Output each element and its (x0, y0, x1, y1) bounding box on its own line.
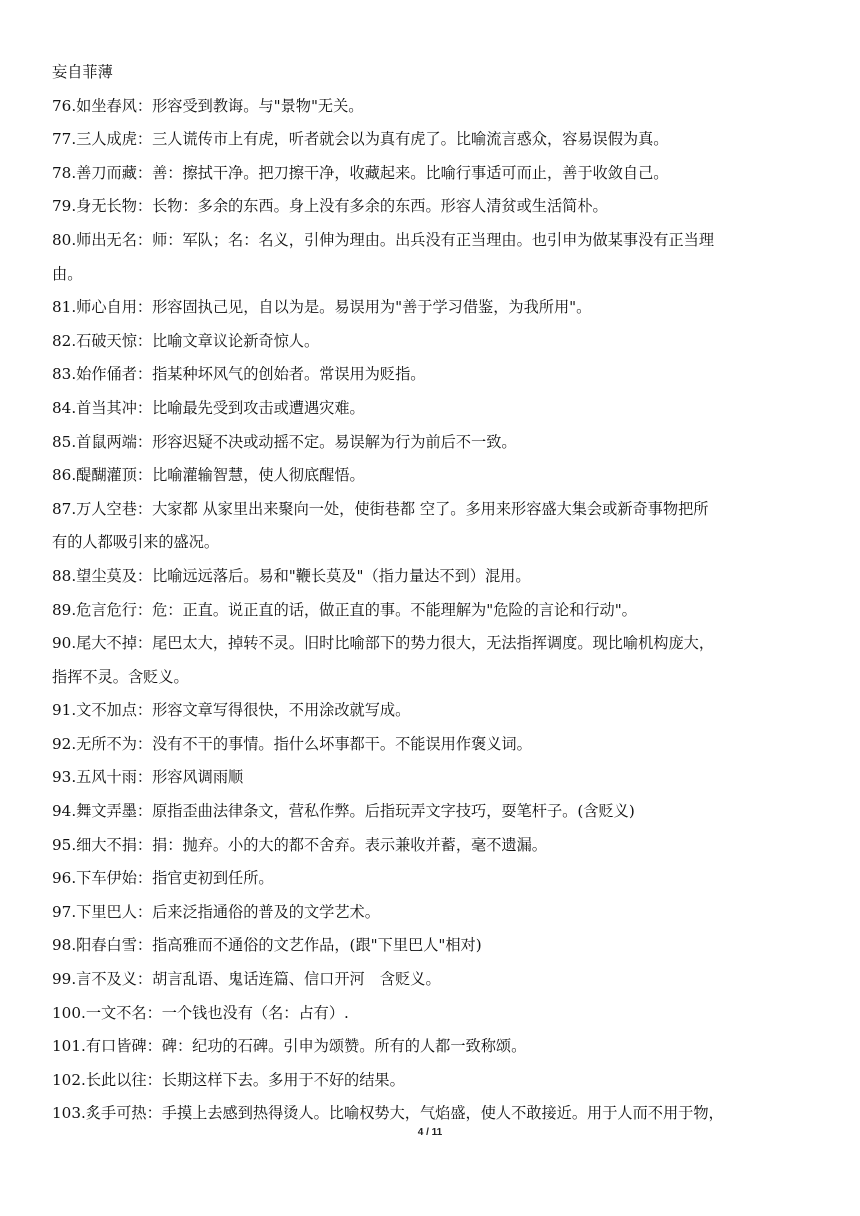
text-line: 88.望尘莫及：比喻远远落后。易和"鞭长莫及"（指力量达不到）混用。 (52, 566, 531, 585)
text-line: 有的人都吸引来的盛况。 (52, 533, 220, 552)
text-line: 78.善刀而藏：善：擦拭干净。把刀擦干净，收藏起来。比喻行事适可而止，善于收敛自己。 (52, 163, 669, 182)
text-line: 82.石破天惊：比喻文章议论新奇惊人。 (52, 331, 320, 350)
text-line: 89.危言危行：危：正直。说正直的话，做正直的事。不能理解为"危险的言论和行动"。 (52, 600, 637, 619)
text-line: 101.有口皆碑：碑：纪功的石碑。引申为颂赞。所有的人都一致称颂。 (52, 1037, 527, 1056)
text-line: 91.文不加点：形容文章写得很快，不用涂改就写成。 (52, 701, 411, 720)
text-line: 99.言不及义：胡言乱语、鬼话连篇、信口开河 含贬义。 (52, 970, 441, 989)
text-line: 97.下里巴人：后来泛指通俗的普及的文学艺术。 (52, 902, 380, 921)
text-line: 80.师出无名：师：军队；名：名义，引伸为理由。出兵没有正当理由。也引申为做某事没有正当理 (52, 230, 715, 249)
text-line: 98.阳春白雪：指高雅而不通俗的文艺作品，(跟"下里巴人"相对) (52, 936, 482, 955)
text-line: 妄自菲薄 (52, 63, 113, 81)
document-body (52, 56, 810, 1131)
text-line: 93.五风十雨：形容风调雨顺 (52, 768, 244, 787)
text-line: 83.始作俑者：指某种坏风气的创始者。常误用为贬指。 (52, 365, 426, 384)
text-line: 86.醍醐灌顶：比喻灌输智慧，使人彻底醒悟。 (52, 466, 365, 485)
text-line: 90.尾大不掉：尾巴太大，掉转不灵。旧时比喻部下的势力很大，无法指挥调度。现比喻机构庞大， (52, 634, 715, 653)
text-line: 102.长此以往：长期这样下去。多用于不好的结果。 (52, 1070, 405, 1089)
text-line: 92.无所不为：没有不干的事情。指什么坏事都干。不能误用作褒义词。 (52, 734, 532, 753)
text-line: 103.炙手可热：手摸上去感到热得烫人。比喻权势大，气焰盛，使人不敢接近。用于人而不用于物， (52, 1104, 724, 1123)
text-line: 96.下车伊始：指官吏初到任所。 (52, 869, 274, 888)
text-line: 84.首当其冲：比喻最先受到攻击或遭遇灾难。 (52, 398, 365, 417)
text-line: 85.首鼠两端：形容迟疑不决或动摇不定。易误解为行为前后不一致。 (52, 432, 517, 451)
text-line: 由。 (52, 264, 83, 283)
text-line: 81.师心自用：形容固执己见，自以为是。易误用为"善于学习借鉴，为我所用"。 (52, 298, 592, 317)
text-line: 100.一文不名：一个钱也没有（名：占有）. (52, 1003, 349, 1022)
text-line: 94.舞文弄墨：原指歪曲法律条文，营私作弊。后指玩弄文字技巧，耍笔杆子。(含贬义) (52, 802, 635, 821)
text-line: 指挥不灵。含贬义。 (52, 667, 189, 686)
text-line: 87.万人空巷：大家都 从家里出来聚向一处，使街巷都 空了。多用来形容盛大集会或新奇事物把所 (52, 499, 709, 518)
text-line: 95.细大不捐：捐：抛弃。小的大的都不舍弃。表示兼收并蓄，毫不遗漏。 (52, 835, 547, 854)
text-line: 77.三人成虎：三人谎传市上有虎，听者就会以为真有虎了。比喻流言惑众，容易误假为真。 (52, 130, 669, 149)
page-number: 4 / 11 (417, 1127, 443, 1138)
text-line: 79.身无长物：长物：多余的东西。身上没有多余的东西。形容人清贫或生活简朴。 (52, 197, 608, 216)
text-line: 76.如坐春风：形容受到教诲。与"景物"无关。 (52, 96, 364, 115)
